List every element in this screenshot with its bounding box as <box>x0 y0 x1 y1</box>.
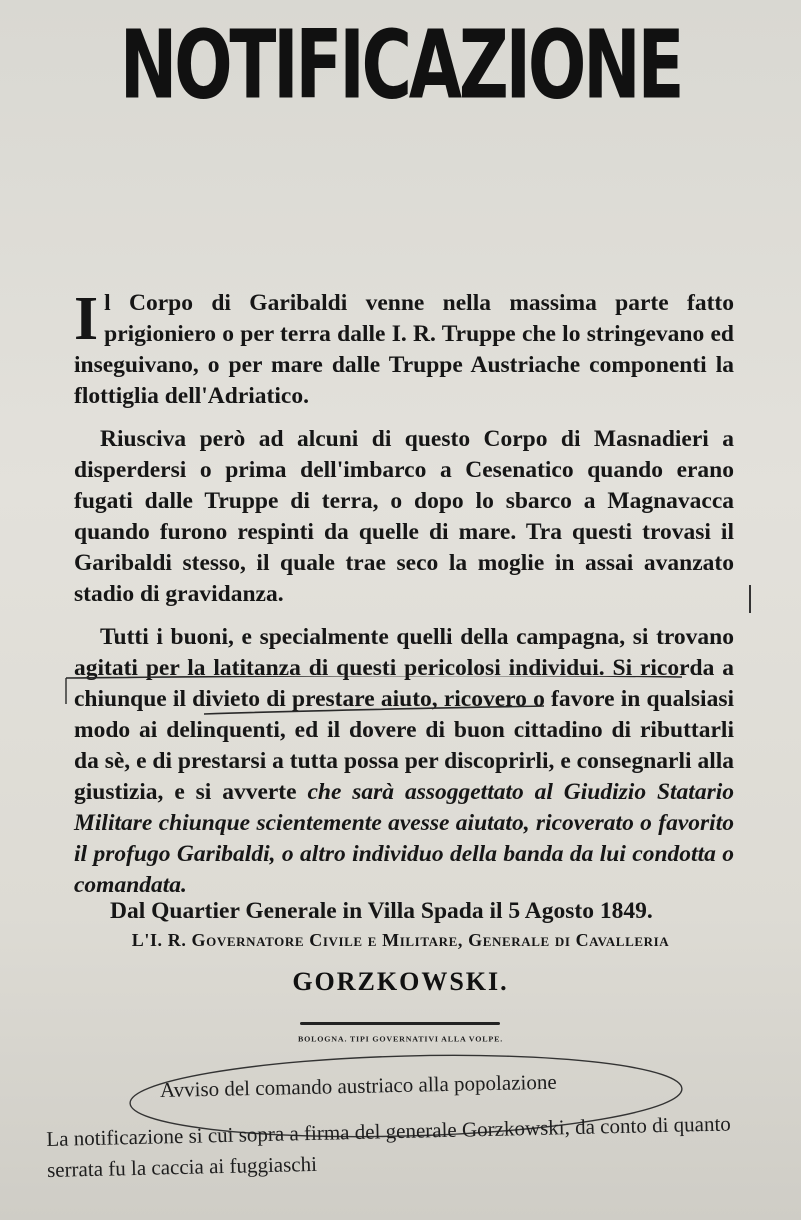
notice-body <box>74 285 735 913</box>
margin-pencil-mark <box>749 585 751 613</box>
signature-name: GORZKOWSKI. <box>292 967 509 996</box>
paragraph-3-text: Tutti i buoni, e specialmente quelli della campagna, si trovano agitati per la latitanza di questi pericolosi individui. Si ricorda a chiunque il divieto di prestare aiuto, ricovero o favore in qualsiasi modo ai delinquenti, ed il dovere di buon cittadino di ributtarli da sè, e di prestarsi a tutta possa per discoprirli, e consegnarli alla giustizia, e si avverte <box>74 624 734 805</box>
paragraph-1 <box>74 285 734 412</box>
photo-caption: Avviso del comando austriaco alla popolazione <box>159 1069 557 1102</box>
paragraph-3 <box>74 622 734 901</box>
paragraph-3-italic: che sarà assoggettato al Giudizio Statario Militare chiunque scientemente avesse aiutato, ricoverato o favorito il profugo Garibaldi, o altro individuo della banda da lui condotta o comandata. <box>74 779 735 898</box>
paragraph-1-text: l Corpo di Garibaldi venne nella massima parte fatto prigioniero o per terra dalle I. R. Truppe che lo stringevano ed inseguivano, o per mare dalle Truppe Austriache componenti la flottiglia dell'Adriatico. <box>74 290 734 409</box>
dateline: Dal Quartier Generale in Villa Spada il 5 Agosto 1849. <box>110 898 653 924</box>
paragraph-2: Riusciva però ad alcuni di questo Corpo di Masnadieri a disperdersi o prima dell'imbarco a Cesenatico quando erano fugati dalle Truppe di terra, o dopo lo sbarco a Magnavacca quando furono respinti da quelle di mare. Tra questi trovasi il Garibaldi stesso, il quale trae seco la moglie in assai avanzato stadio di gravidanza. <box>74 426 734 607</box>
issuer-office: L'I. R. Governatore Civile e Militare, Generale di Cavalleria <box>131 930 670 950</box>
drop-cap: I <box>74 285 99 353</box>
notice-title: NOTIFICAZIONE <box>119 10 682 120</box>
divider-rule <box>300 1022 500 1025</box>
explanatory-note: La notificazione si cui sopra a firma del generale Gorzkowski, da conto di quanto serrata fu la caccia ai fuggiaschi <box>46 1111 732 1182</box>
printer-imprint: BOLOGNA. TIPI GOVERNATIVI ALLA VOLPE. <box>297 1035 504 1044</box>
